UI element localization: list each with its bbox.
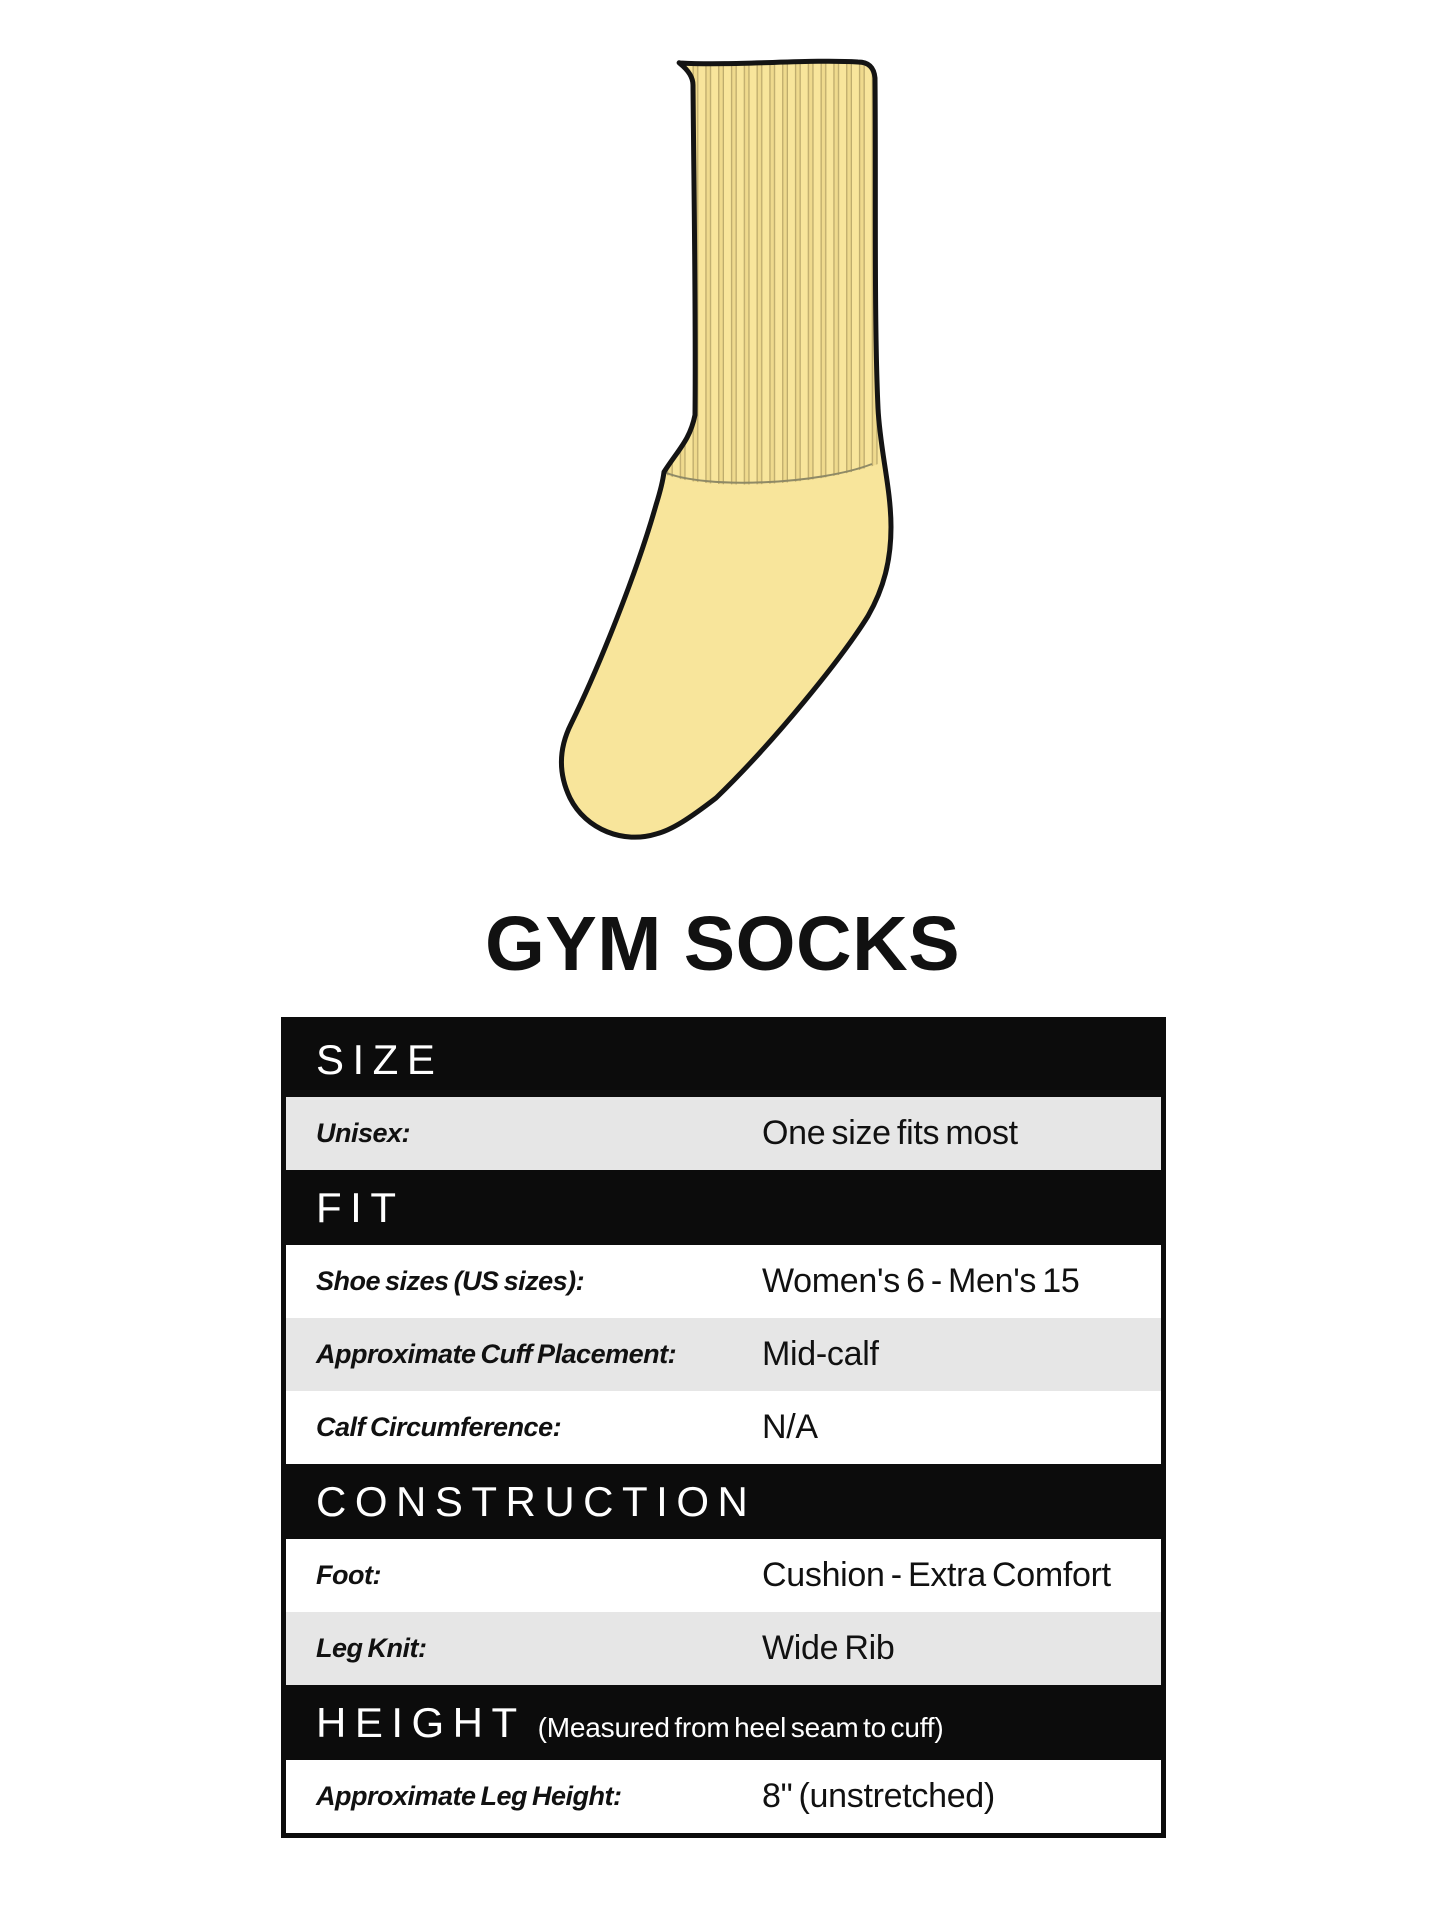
section-title-note: (Measured from heel seam to cuff) xyxy=(537,1712,944,1743)
row-value: Women's 6 - Men's 15 xyxy=(762,1262,1080,1300)
section-header-height xyxy=(286,1685,1161,1760)
table-row-calf-circumference xyxy=(286,1391,1161,1464)
row-label: Approximate Cuff Placement: xyxy=(316,1339,677,1369)
page-title: GYM SOCKS xyxy=(484,901,961,987)
section-title: HEIGHT xyxy=(316,1699,526,1746)
section-header-fit xyxy=(286,1170,1161,1245)
section-title: SIZE xyxy=(316,1036,444,1083)
table-row-shoe-sizes xyxy=(286,1245,1161,1318)
size-chart-table xyxy=(281,1017,1166,1838)
row-value: Cushion - Extra Comfort xyxy=(762,1556,1111,1594)
row-label: Approximate Leg Height: xyxy=(316,1781,622,1811)
row-value: 8" (unstretched) xyxy=(762,1777,995,1815)
section-title: FIT xyxy=(316,1184,405,1231)
table-row-leg-height xyxy=(286,1760,1161,1833)
row-value: N/A xyxy=(762,1408,818,1446)
row-value: Mid-calf xyxy=(762,1335,879,1373)
table-row-cuff-placement xyxy=(286,1318,1161,1391)
section-title: CONSTRUCTION xyxy=(316,1478,757,1525)
row-label: Leg Knit: xyxy=(316,1633,427,1663)
sock-illustration xyxy=(520,40,920,850)
table-row-leg-knit xyxy=(286,1612,1161,1685)
row-label: Unisex: xyxy=(316,1118,411,1148)
table-row-unisex xyxy=(286,1097,1161,1170)
section-header-size xyxy=(286,1022,1161,1097)
row-label: Foot: xyxy=(316,1560,381,1590)
section-header-construction xyxy=(286,1464,1161,1539)
row-label: Shoe sizes (US sizes): xyxy=(316,1266,585,1296)
table-row-foot xyxy=(286,1539,1161,1612)
row-value: One size fits most xyxy=(762,1114,1018,1152)
row-label: Calf Circumference: xyxy=(316,1412,562,1442)
row-value: Wide Rib xyxy=(762,1629,895,1667)
